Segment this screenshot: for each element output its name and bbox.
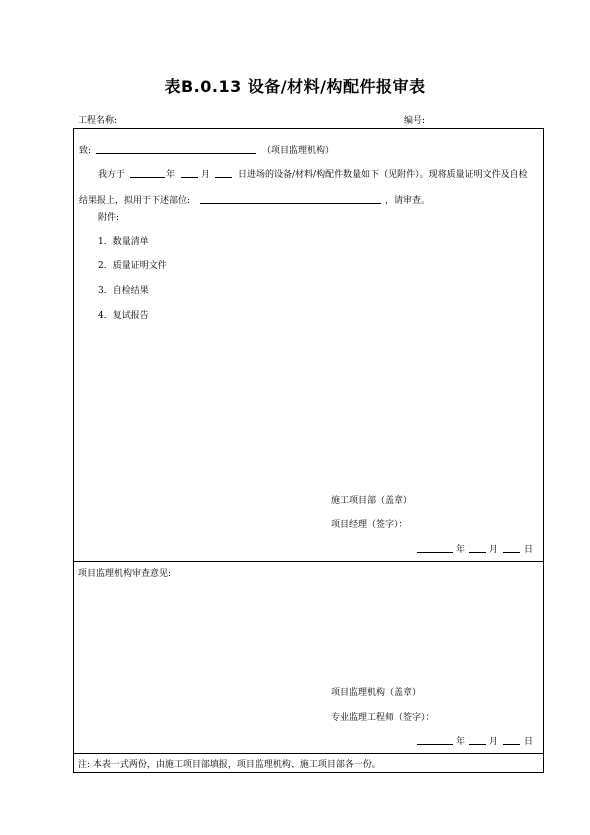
supervisor-date-year-field[interactable]: [417, 744, 453, 745]
attachment-label: 附件:: [98, 213, 120, 223]
supervisor-date-month-label: 月: [489, 737, 499, 747]
contractor-date-month-field[interactable]: [469, 552, 486, 553]
contractor-date-month-label: 月: [489, 545, 499, 555]
project-manager-sign-label: 项目经理（签字）：: [331, 520, 408, 530]
contractor-date-day-field[interactable]: [503, 552, 520, 553]
supervisor-date-day-label: 日: [524, 737, 534, 747]
arrival-suffix: 日进场的设备/材料/构配件数量如下（见附件）。现将质量证明文件及自检: [238, 170, 528, 180]
location-prefix: 结果报上，拟用于下述部位:: [79, 196, 191, 206]
supervisor-date-month-field[interactable]: [469, 744, 486, 745]
attachment-item: 1．数量清单: [98, 237, 149, 247]
contractor-date-day-label: 日: [524, 545, 534, 555]
supervisor-engineer-sign-label: 专业监理工程师（签字）：: [331, 713, 435, 723]
attachment-item: 3．自检结果: [98, 286, 149, 296]
arrival-year-field[interactable]: [130, 177, 165, 178]
arrival-month-label: 月: [201, 170, 211, 180]
recipient-suffix: （项目监理机构）: [262, 146, 335, 156]
arrival-month-field[interactable]: [181, 177, 198, 178]
section-divider-2: [73, 753, 544, 754]
supervisor-date-year-label: 年: [456, 737, 466, 747]
location-suffix: ，请审查。: [385, 196, 431, 206]
location-field[interactable]: [200, 203, 381, 204]
arrival-prefix: 我方于: [98, 170, 126, 180]
form-note: 注: 本表一式两份，由施工项目部填报，项目监理机构、施工项目部各一份。: [78, 760, 381, 770]
supervisor-seal-label: 项目监理机构（盖章）: [331, 688, 422, 698]
contractor-date-year-field[interactable]: [417, 552, 453, 553]
arrival-year-label: 年: [166, 170, 176, 180]
form-table: [73, 128, 544, 773]
project-name-label: 工程名称:: [78, 116, 118, 126]
recipient-field[interactable]: [96, 153, 256, 154]
to-label: 致:: [79, 146, 92, 156]
attachment-item: 2．质量证明文件: [98, 261, 167, 271]
contractor-seal-label: 施工项目部（盖章）: [331, 496, 413, 506]
supervisor-date-day-field[interactable]: [503, 744, 520, 745]
form-title: 表B.0.13 设备/材料/构配件报审表: [164, 77, 426, 96]
contractor-date-year-label: 年: [456, 545, 466, 555]
section-divider-1: [73, 561, 544, 562]
number-label: 编号:: [404, 116, 426, 126]
attachment-item: 4．复试报告: [98, 311, 149, 321]
supervisor-opinion-label: 项目监理机构审查意见:: [78, 569, 172, 579]
arrival-day-field[interactable]: [215, 177, 232, 178]
